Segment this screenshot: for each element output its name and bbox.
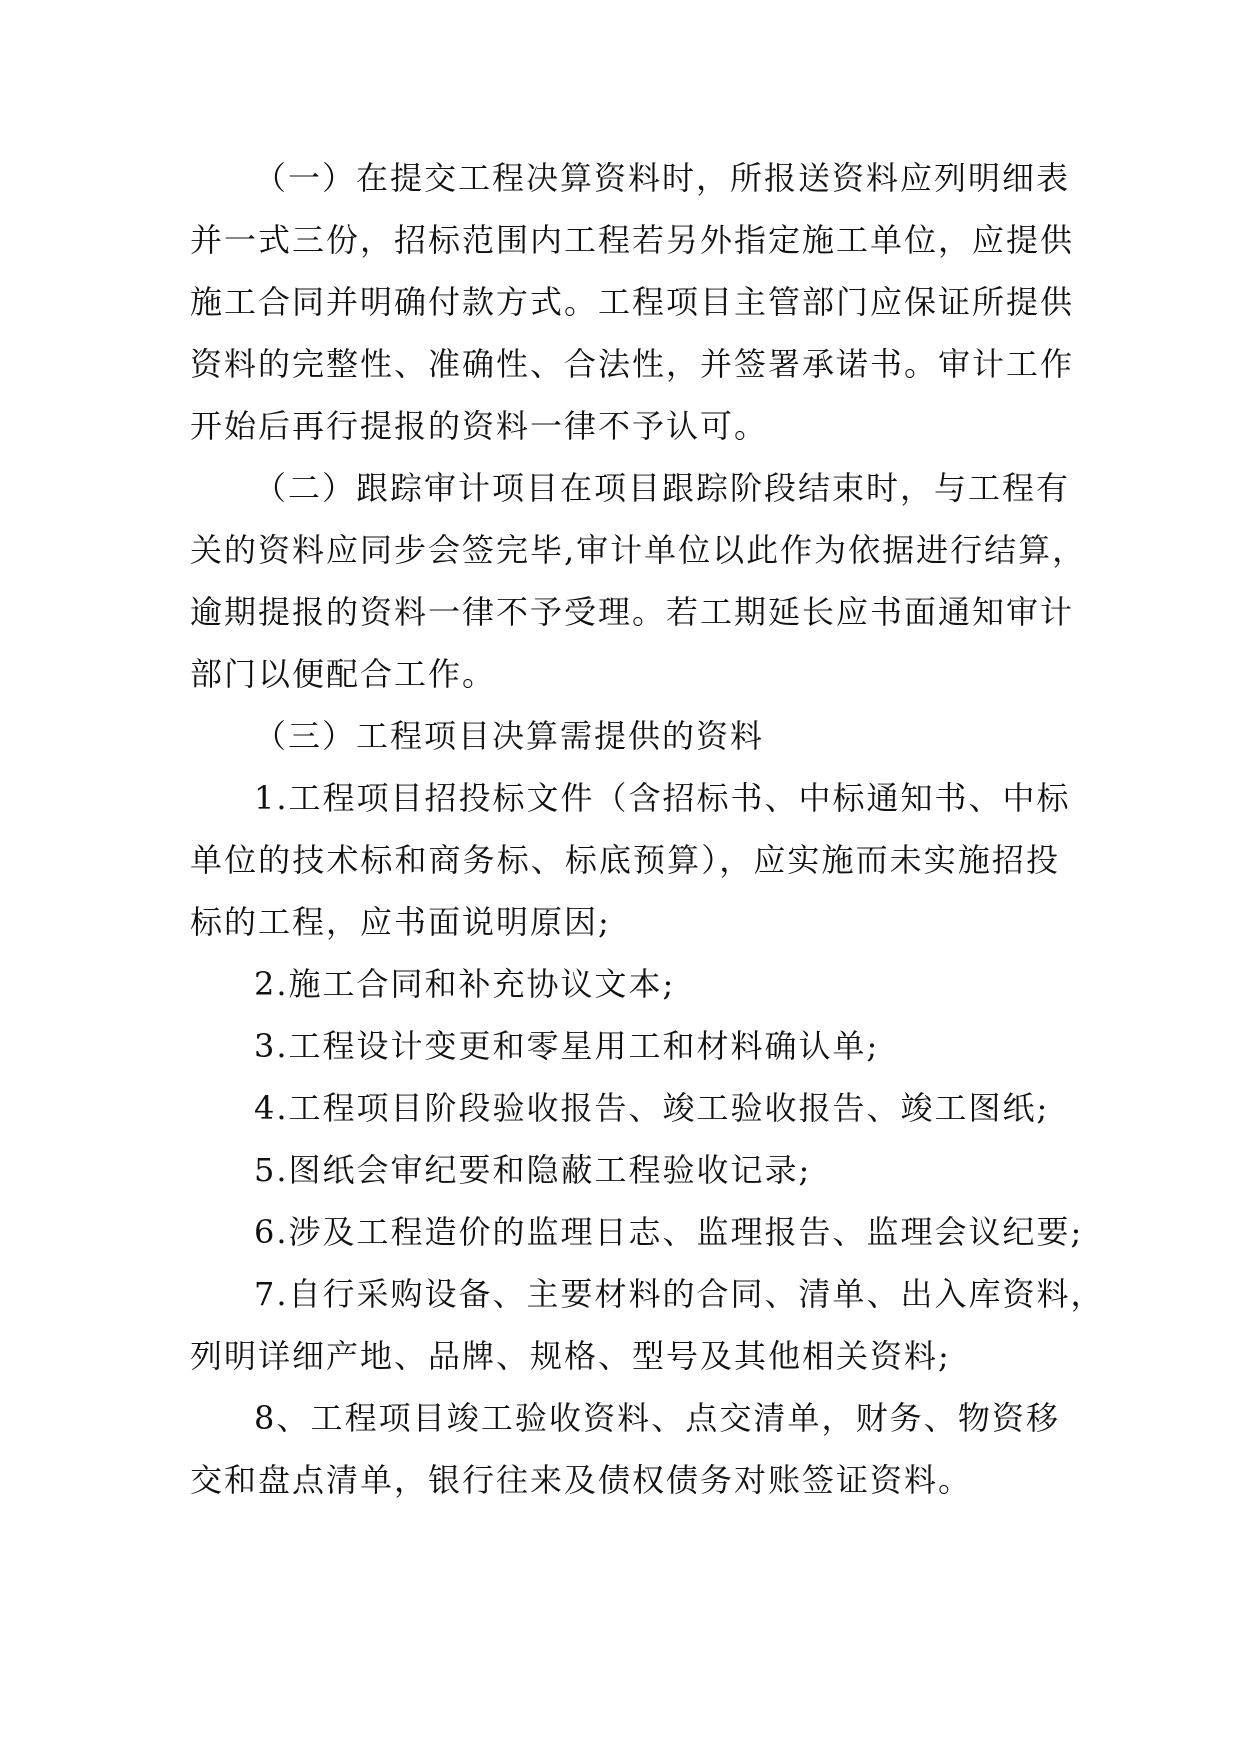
item-1-line-1: 1.工程项目招投标文件（含招标书、中标通知书、中标 xyxy=(254,779,1071,817)
paragraph-2-line-2: 关的资料应同步会签完毕,审计单位以此作为依据进行结算， xyxy=(190,531,1087,569)
section-heading: （三）工程项目决算需提供的资料 xyxy=(254,717,765,755)
item-2-line-1: 2.施工合同和补充协议文本; xyxy=(254,965,676,1003)
item-8-line-1: 8、工程项目竣工验收资料、点交清单，财务、物资移 xyxy=(254,1399,1060,1437)
paragraph-1-line-3: 施工合同并明确付款方式。工程项目主管部门应保证所提供 xyxy=(190,283,1075,321)
paragraph-1-line-1: （一）在提交工程决算资料时，所报送资料应列明细表 xyxy=(254,159,1071,197)
item-5-line-1: 5.图纸会审纪要和隐蔽工程验收记录; xyxy=(254,1151,812,1189)
paragraph-2-line-3: 逾期提报的资料一律不予受理。若工期延长应书面通知审计 xyxy=(190,593,1075,631)
item-3-line-1: 3.工程设计变更和零星用工和材料确认单; xyxy=(254,1027,880,1065)
paragraph-1-line-5: 开始后再行提报的资料一律不予认可。 xyxy=(190,407,769,445)
paragraph-1-line-4: 资料的完整性、准确性、合法性，并签署承诺书。审计工作 xyxy=(190,345,1075,383)
item-1-line-2: 单位的技术标和商务标、标底预算），应实施而未实施招投 xyxy=(190,841,1060,879)
item-7-line-2: 列明详细产地、品牌、规格、型号及其他相关资料; xyxy=(190,1337,951,1375)
paragraph-2-line-4: 部门以便配合工作。 xyxy=(190,655,497,693)
item-4-line-1: 4.工程项目阶段验收报告、竣工验收报告、竣工图纸; xyxy=(254,1089,1050,1127)
paragraph-2-line-1: （二）跟踪审计项目在项目跟踪阶段结束时，与工程有 xyxy=(254,469,1071,507)
item-7-line-1: 7.自行采购设备、主要材料的合同、清单、出入库资料， xyxy=(254,1275,1105,1313)
item-1-line-3: 标的工程，应书面说明原因; xyxy=(190,903,611,941)
item-8-line-2: 交和盘点清单，银行往来及债权债务对账签证资料。 xyxy=(190,1461,973,1499)
item-6-line-1: 6.涉及工程造价的监理日志、监理报告、监理会议纪要; xyxy=(254,1213,1084,1251)
paragraph-1-line-2: 并一式三份，招标范围内工程若另外指定施工单位，应提供 xyxy=(190,221,1075,259)
